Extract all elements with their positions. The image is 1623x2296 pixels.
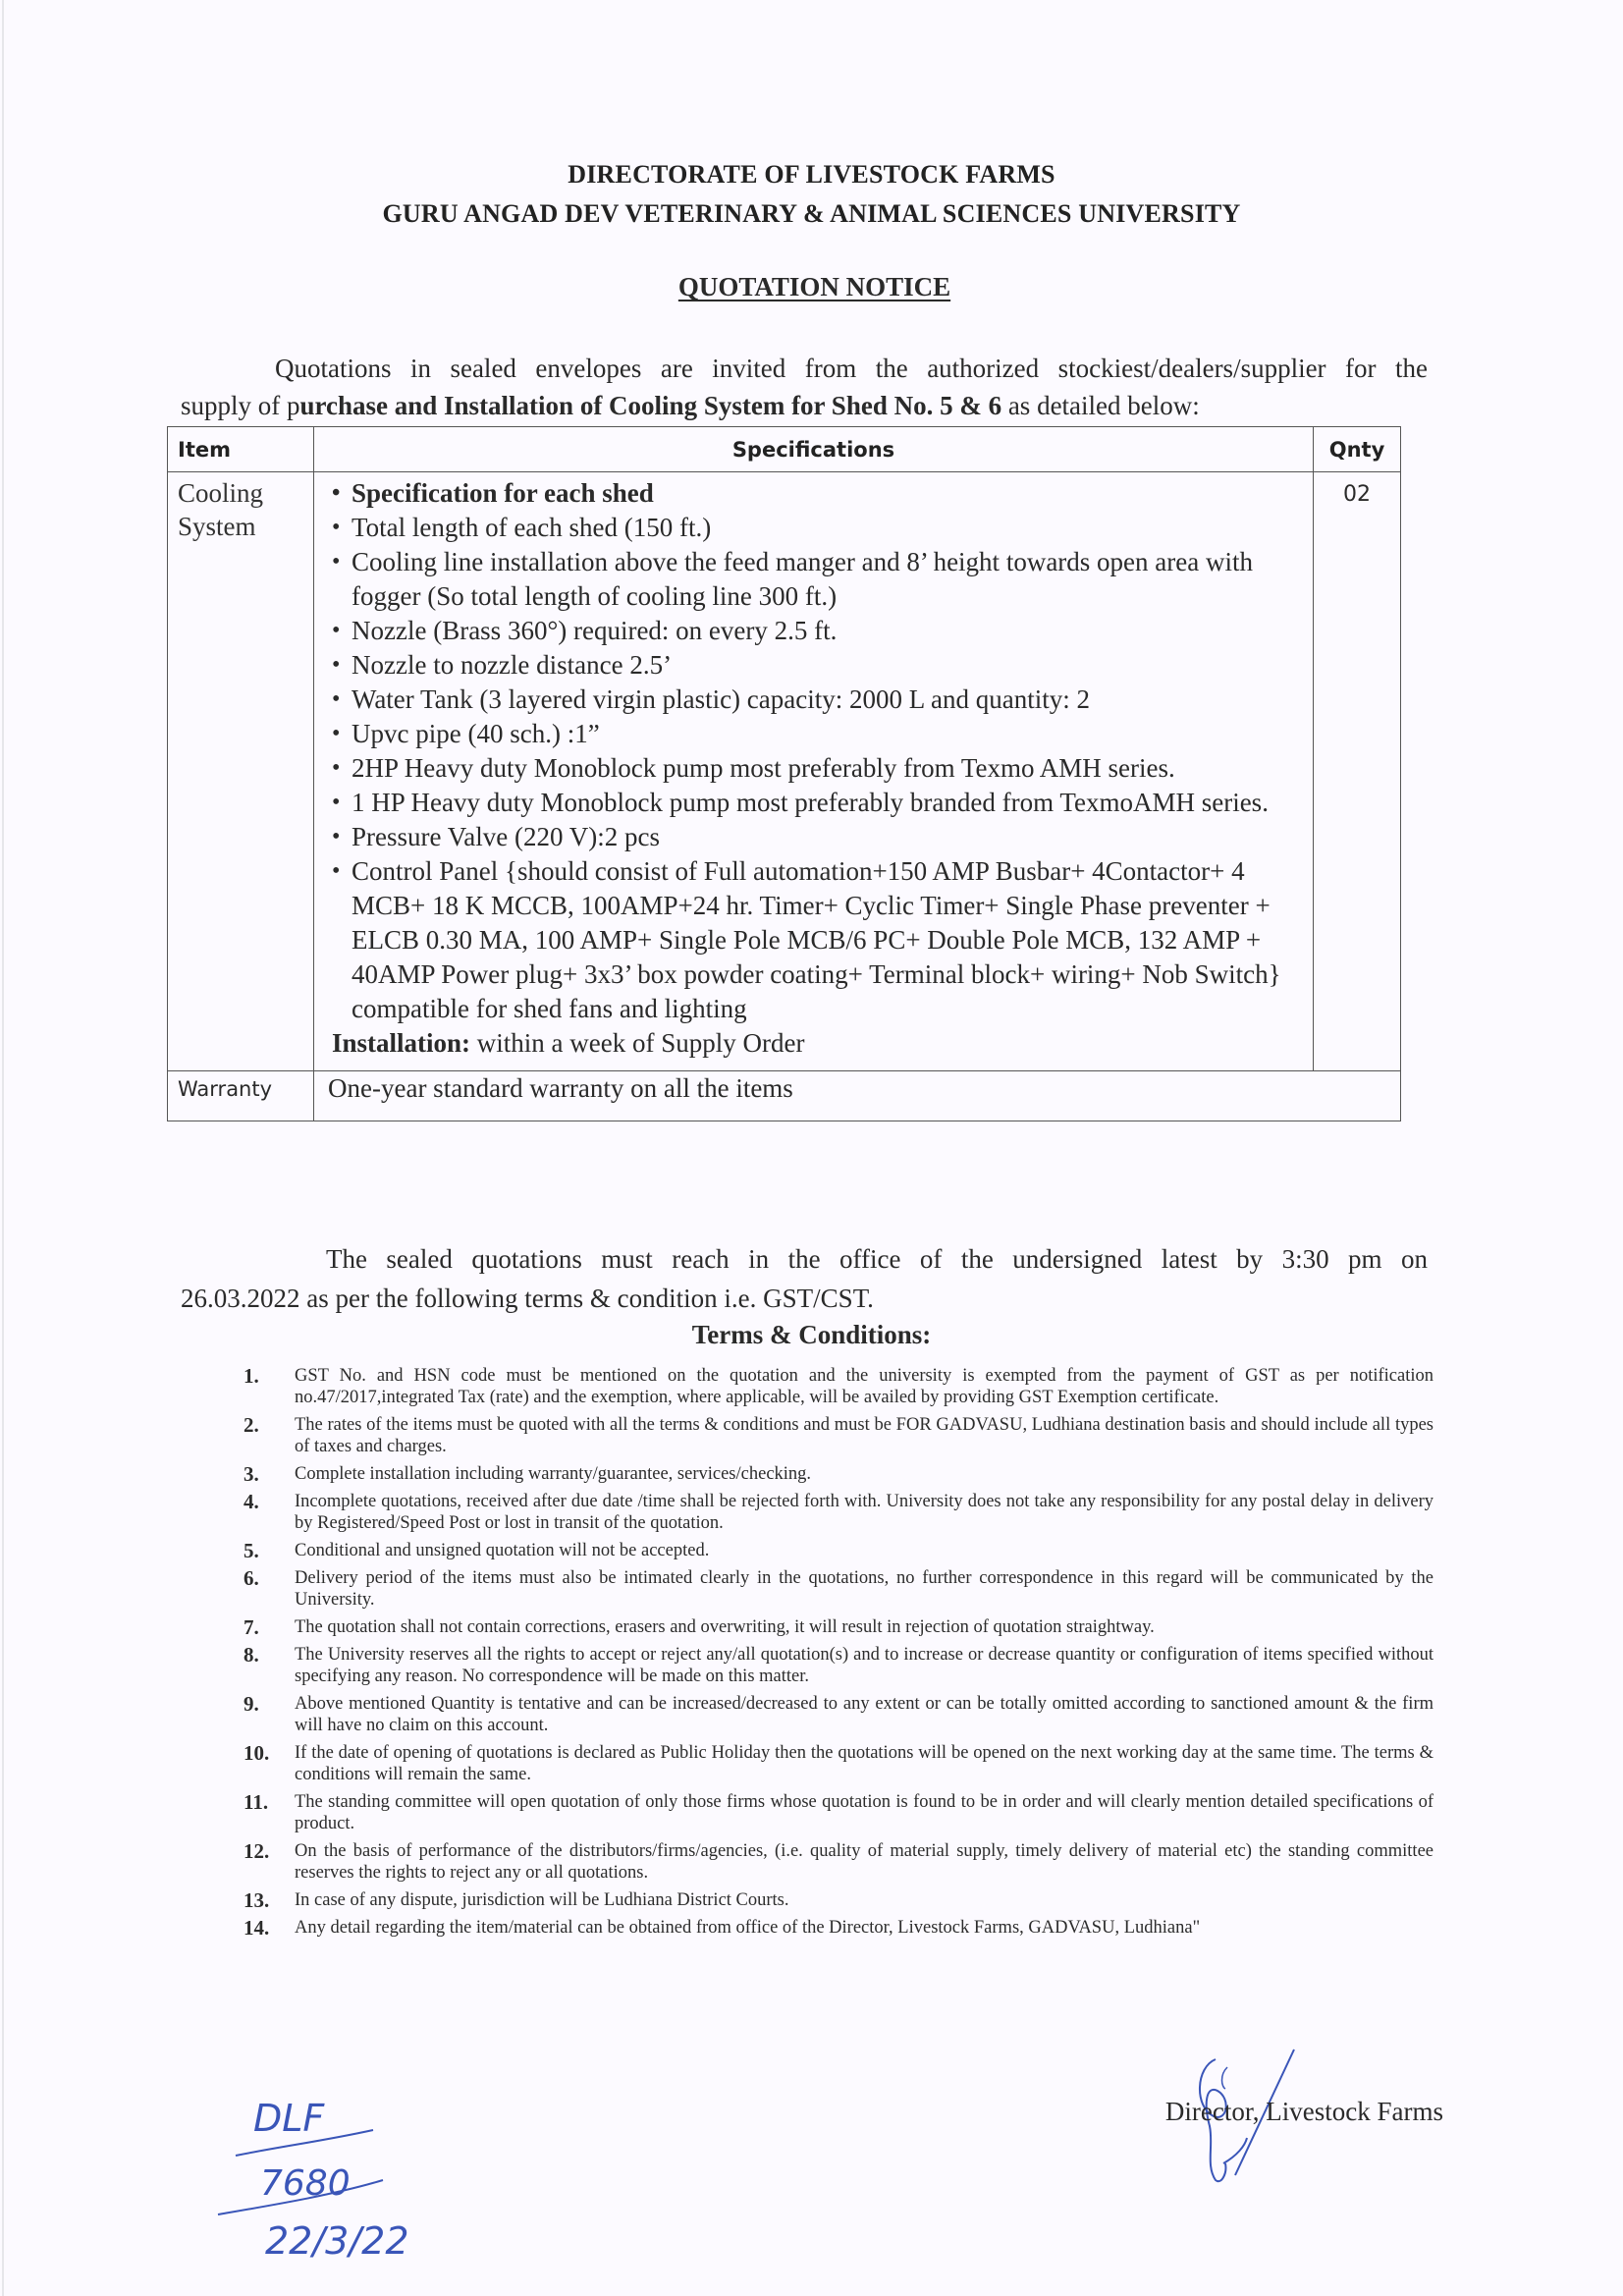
term-text: Above mentioned Quantity is tentative and can be increased/decreased to any extent or can be totally omitted according to sanctioned amount & the firm will have no claim on this account. bbox=[295, 1694, 1434, 1735]
installation-text: within a week of Supply Order bbox=[470, 1028, 805, 1058]
term-item bbox=[243, 1917, 1434, 1939]
intro-line-2 bbox=[181, 387, 1428, 424]
handwritten-line-2: 7680 bbox=[260, 2163, 351, 2204]
term-item bbox=[243, 1742, 1434, 1785]
quantity-value: 02 bbox=[1314, 472, 1401, 1071]
intro-prefix: supply of p bbox=[181, 391, 300, 420]
term-item bbox=[243, 1791, 1434, 1834]
intro-subject: urchase and Installation of Cooling System for Shed No. 5 & 6 bbox=[299, 391, 1002, 420]
term-number: 3. bbox=[243, 1462, 259, 1486]
column-header-qty: Qnty bbox=[1314, 427, 1401, 472]
term-text: The University reserves all the rights to accept or reject any/all quotation(s) and to increase or decrease quantity or configuration of items specified without specifying any reason. No correspondence will be made on this matter. bbox=[295, 1645, 1434, 1686]
term-item bbox=[243, 1840, 1434, 1884]
spec-list bbox=[332, 476, 1299, 1026]
column-header-item: Item bbox=[168, 427, 314, 472]
spec-item: • Nozzle to nozzle distance 2.5’ bbox=[332, 648, 1299, 683]
term-number: 14. bbox=[243, 1916, 270, 1940]
page-edge bbox=[2, 0, 4, 2296]
table-row-warranty bbox=[168, 1071, 1401, 1121]
spec-item: • Control Panel {should consist of Full automation+150 AMP Busbar+ 4Contactor+ 4 MCB+ 18 K MCCB, 100AMP+24 hr. Timer+ Cyclic Timer+ Single Phase preventer + ELCB 0.30 MA, 100 AMP+ Single Pole MCB/6 PC+ Double Pole MCB, 132 AMP + 40AMP Power plug+ 3x3’ box powder coating+ Terminal block+ wiring+ Nob Switch} compatible for shed fans and lighting bbox=[332, 854, 1299, 1026]
installation-label: Installation: bbox=[332, 1028, 471, 1058]
spec-item: • Cooling line installation above the feed manger and 8’ height towards open area with fogger (So total length of cooling line 300 ft.) bbox=[332, 545, 1299, 614]
handwritten-line-1: DLF bbox=[253, 2097, 325, 2140]
term-text: The quotation shall not contain corrections, erasers and overwriting, it will result in rejection of quotation straightway. bbox=[295, 1617, 1155, 1637]
term-text: Incomplete quotations, received after due date /time shall be rejected forth with. University does not take any responsibility for any postal delay in delivery by Registered/Speed Post or lost in transit of the quotation. bbox=[295, 1492, 1434, 1533]
spec-item: • Total length of each shed (150 ft.) bbox=[332, 511, 1299, 545]
term-item bbox=[243, 1414, 1434, 1457]
spec-item: • Pressure Valve (220 V):2 pcs bbox=[332, 820, 1299, 854]
term-item bbox=[243, 1644, 1434, 1687]
term-number: 2. bbox=[243, 1413, 259, 1437]
intro-line-1: Quotations in sealed envelopes are invited from the authorized stockiest/dealers/supplier for the bbox=[275, 354, 1428, 383]
deadline-line-1: The sealed quotations must reach in the office of the undersigned latest by 3:30 pm on bbox=[326, 1244, 1428, 1274]
term-number: 6. bbox=[243, 1566, 259, 1590]
column-header-specifications: Specifications bbox=[314, 427, 1314, 472]
term-text: In case of any dispute, jurisdiction will be Ludhiana District Courts. bbox=[295, 1890, 789, 1910]
terms-list bbox=[243, 1365, 1434, 1944]
terms-title: Terms & Conditions: bbox=[691, 1320, 932, 1349]
term-text: The standing committee will open quotation of only those firms whose quotation is found to be in order and will clearly mention detailed specifications of product. bbox=[295, 1792, 1434, 1833]
term-number: 9. bbox=[243, 1692, 259, 1716]
spec-item: • 2HP Heavy duty Monoblock pump most preferably from Texmo AMH series. bbox=[332, 751, 1299, 786]
spec-item: • 1 HP Heavy duty Monoblock pump most preferably branded from TexmoAMH series. bbox=[332, 786, 1299, 820]
signatory-block bbox=[1129, 2077, 1443, 2195]
term-text: Conditional and unsigned quotation will not be accepted. bbox=[295, 1541, 710, 1560]
specifications-cell bbox=[314, 472, 1314, 1071]
term-text: Complete installation including warranty/guarantee, services/checking. bbox=[295, 1464, 812, 1484]
term-text: On the basis of performance of the distributors/firms/agencies, (i.e. quality of material supply, timely delivery of material etc) the standing committee reserves the rights to reject any or all quotations. bbox=[295, 1841, 1434, 1883]
term-number: 4. bbox=[243, 1490, 259, 1513]
term-item bbox=[243, 1491, 1434, 1534]
term-item bbox=[243, 1540, 1434, 1561]
spec-item: • Upvc pipe (40 sch.) :1” bbox=[332, 717, 1299, 751]
installation-note bbox=[332, 1026, 1299, 1061]
table-row bbox=[168, 472, 1401, 1071]
term-number: 5. bbox=[243, 1539, 259, 1562]
term-number: 13. bbox=[243, 1888, 270, 1912]
term-text: The rates of the items must be quoted with all the terms & conditions and must be FOR GADVASU, Ludhiana destination basis and should include all types of taxes and charges. bbox=[295, 1415, 1434, 1456]
term-number: 7. bbox=[243, 1615, 259, 1639]
term-text: GST No. and HSN code must be mentioned on the quotation and the university is exempted from the payment of GST as per notification no.47/2017,integrated Tax (rate) and the exemption, where applicable, will be availed by providing GST Exemption certificate. bbox=[295, 1366, 1434, 1407]
table-header-row bbox=[168, 427, 1401, 472]
signatory-title: Director, Livestock Farms bbox=[1164, 2097, 1443, 2126]
spec-item: • Specification for each shed bbox=[332, 476, 1299, 511]
specification-table bbox=[167, 426, 1401, 1121]
term-number: 8. bbox=[243, 1643, 259, 1667]
spec-item: • Water Tank (3 layered virgin plastic) capacity: 2000 L and quantity: 2 bbox=[332, 683, 1299, 717]
term-number: 1. bbox=[243, 1364, 259, 1388]
term-text: Delivery period of the items must also be intimated clearly in the quotations, no further correspondence in this regard will be communicated by the University. bbox=[295, 1568, 1434, 1610]
notice-title-text: QUOTATION NOTICE bbox=[677, 272, 951, 301]
warranty-label: Warranty bbox=[168, 1071, 314, 1121]
handwritten-diary-note bbox=[206, 2087, 452, 2283]
term-text: Any detail regarding the item/material can be obtained from office of the Director, Livestock Farms, GADVASU, Ludhiana" bbox=[295, 1918, 1201, 1938]
handwritten-line-3: 22/3/22 bbox=[265, 2219, 409, 2263]
deadline-line-2: 26.03.2022 as per the following terms & condition i.e. GST/CST. bbox=[181, 1284, 874, 1313]
term-number: 11. bbox=[243, 1790, 269, 1814]
item-name: Cooling System bbox=[168, 472, 314, 1071]
term-item bbox=[243, 1889, 1434, 1911]
term-item bbox=[243, 1616, 1434, 1638]
term-item bbox=[243, 1567, 1434, 1611]
term-number: 12. bbox=[243, 1839, 270, 1863]
intro-suffix: as detailed below: bbox=[1001, 391, 1200, 420]
notice-title bbox=[0, 272, 1623, 302]
university-name: GURU ANGAD DEV VETERINARY & ANIMAL SCIENCES UNIVERSITY bbox=[382, 199, 1241, 228]
term-item bbox=[243, 1693, 1434, 1736]
warranty-text: One-year standard warranty on all the items bbox=[314, 1071, 1401, 1121]
term-item bbox=[243, 1365, 1434, 1408]
spec-item: • Nozzle (Brass 360°) required: on every 2.5 ft. bbox=[332, 614, 1299, 648]
term-number: 10. bbox=[243, 1741, 270, 1765]
org-name: DIRECTORATE OF LIVESTOCK FARMS bbox=[568, 160, 1055, 189]
term-item bbox=[243, 1463, 1434, 1485]
term-text: If the date of opening of quotations is declared as Public Holiday then the quotations will be opened on the next working day at the same time. The terms & conditions will remain the same. bbox=[295, 1743, 1434, 1784]
